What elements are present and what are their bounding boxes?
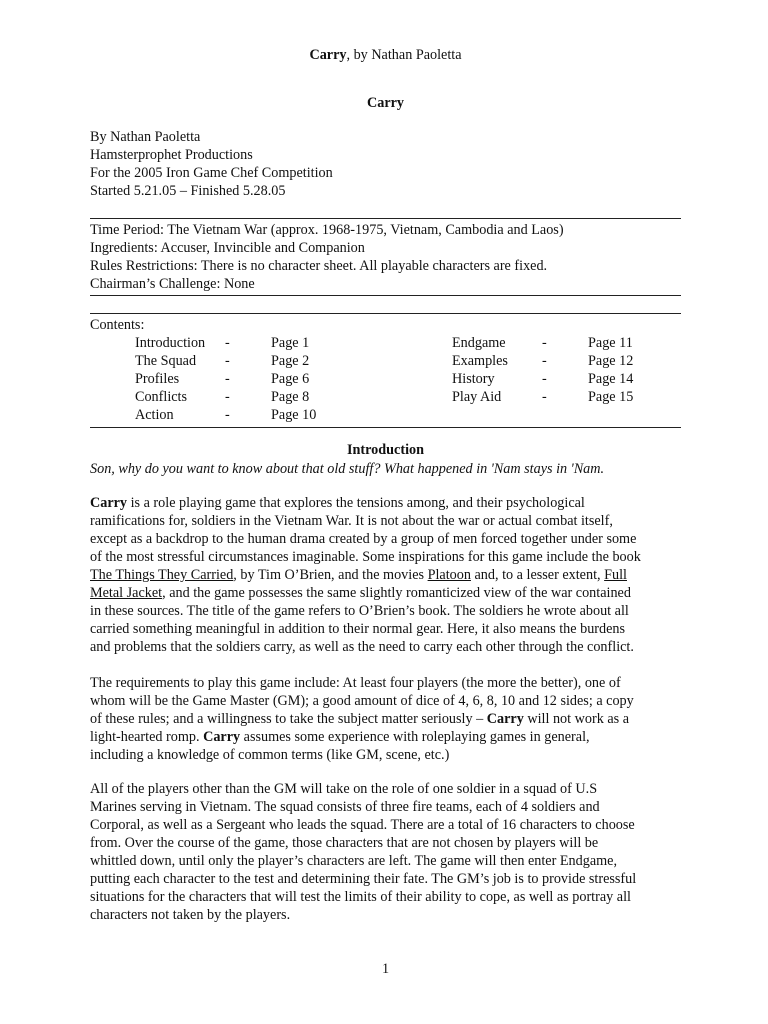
toc-entry-title: History [452, 371, 495, 387]
rules-challenge: Chairman’s Challenge: None [90, 276, 255, 292]
toc-entry-page: Page 11 [588, 335, 633, 351]
toc-entry-page: Page 1 [271, 335, 310, 351]
text-span: light-hearted romp. [90, 729, 204, 745]
toc-entry-title: Profiles [135, 371, 180, 387]
text-span: , and the game possesses the same slightly romanticized view of the war contained [162, 585, 631, 601]
movie-title-underlined: Full [604, 567, 627, 583]
game-name-bold: Carry [486, 711, 524, 727]
toc-entry-dash: - [225, 371, 230, 387]
text-line [90, 728, 690, 746]
rules-restrictions: Rules Restrictions: There is no character sheet. All playable characters are fixed. [90, 258, 548, 274]
text-span: assumes some experience with roleplaying games in general, [240, 729, 590, 745]
header-title-bold: Carry [309, 47, 347, 63]
contents-label: Contents: [90, 317, 145, 333]
movie-title-underlined: Platoon [427, 567, 471, 583]
toc-entry-dash: - [542, 371, 547, 387]
toc-row [90, 334, 681, 352]
toc-entry-dash: - [225, 407, 230, 423]
toc-entry-dash: - [542, 335, 547, 351]
text-span: and, to a lesser extent, [470, 567, 605, 583]
text-line: All of the players other than the GM will take on the role of one soldier in a squad of U.S [90, 781, 598, 797]
toc-row [90, 352, 681, 370]
toc-entry-page: Page 10 [271, 407, 317, 423]
toc-entry-title: Introduction [135, 335, 206, 351]
toc-entry-title: Play Aid [452, 389, 502, 405]
toc-entry-page: Page 12 [588, 353, 634, 369]
byline-dates: Started 5.21.05 – Finished 5.28.05 [90, 183, 286, 199]
toc-entry-dash: - [225, 353, 230, 369]
text-line: except as a backdrop to the human drama created by a group of men forced together under some [90, 531, 637, 547]
byline-block [90, 128, 333, 200]
text-line: including a knowledge of common terms (like GM, scene, etc.) [90, 747, 450, 763]
toc-entry-title: Action [135, 407, 174, 423]
text-line: situations for the characters that will test the limits of their ability to cope, as well as portray all [90, 889, 631, 905]
toc-entry-title: Examples [452, 353, 508, 369]
text-line [90, 566, 690, 584]
toc-entry-page: Page 6 [271, 371, 310, 387]
text-line: putting each character to the test and determining their fate. The GM’s job is to provide stressful [90, 871, 637, 887]
text-line: ramifications for, soldiers in the Vietnam War. It is not about the war or actual combat itself, [90, 513, 613, 529]
section-heading-introduction: Introduction [347, 442, 424, 458]
intro-paragraph-1 [90, 494, 690, 656]
toc-entry-page: Page 15 [588, 389, 634, 405]
toc-entry-page: Page 14 [588, 371, 634, 387]
rules-ingredients: Ingredients: Accuser, Invincible and Companion [90, 240, 365, 256]
competition-rules-box [90, 218, 681, 296]
text-line: from. Over the course of the game, those characters that are not chosen by players will be [90, 835, 599, 851]
text-line: in these sources. The title of the game refers to O’Brien’s book. The soldiers he wrote about all [90, 603, 629, 619]
text-span: , by Tim O’Brien, and the movies [233, 567, 428, 583]
text-line: whittled down, until only the player’s characters are left. The game will then enter Endgame, [90, 853, 617, 869]
text-line: Corporal, as well as a Sergeant who leads the squad. There are a total of 16 characters to choose [90, 817, 635, 833]
text-line: characters not taken by the players. [90, 907, 291, 923]
toc-row [90, 388, 681, 406]
page-number: 1 [381, 961, 390, 977]
text-span: of these rules; and a willingness to take the subject matter seriously – [90, 711, 487, 727]
text-line: of the most stressful circumstances imaginable. Some inspirations for this game include the book [90, 549, 641, 565]
movie-title-underlined: Metal Jacket [90, 585, 163, 601]
byline-publisher: Hamsterprophet Productions [90, 147, 253, 163]
text-line [90, 584, 690, 602]
text-line: Marines serving in Vietnam. The squad consists of three fire teams, each of 4 soldiers and [90, 799, 600, 815]
intro-paragraph-3 [90, 780, 690, 924]
toc-entry-page: Page 2 [271, 353, 310, 369]
intro-epigraph: Son, why do you want to know about that old stuff? What happened in 'Nam stays in 'Nam. [90, 461, 605, 477]
toc-entry-title: Endgame [452, 335, 506, 351]
toc-entry-dash: - [225, 335, 230, 351]
toc-entry-dash: - [225, 389, 230, 405]
text-line: whom will be the Game Master (GM); a good amount of dice of 4, 6, 8, 10 and 12 sides; a copy [90, 693, 634, 709]
game-name-bold: Carry [203, 729, 241, 745]
text-line: and problems that the soldiers carry, as well as the need to carry each other through the conflict. [90, 639, 634, 655]
text-span: will not work as a [523, 711, 630, 727]
text-span: is a role playing game that explores the tensions among, and their psychological [127, 495, 585, 511]
toc-entry-title: The Squad [135, 353, 197, 369]
table-of-contents [90, 313, 681, 428]
toc-entry-page: Page 8 [271, 389, 310, 405]
byline-competition: For the 2005 Iron Game Chef Competition [90, 165, 333, 181]
header-title-rest: , by Nathan Paoletta [346, 47, 462, 63]
byline-author: By Nathan Paoletta [90, 129, 201, 145]
rules-time-period: Time Period: The Vietnam War (approx. 1968-1975, Vietnam, Cambodia and Laos) [90, 222, 564, 238]
toc-entry-dash: - [542, 389, 547, 405]
game-name-bold: Carry [90, 495, 128, 511]
text-line: The requirements to play this game include: At least four players (the more the better), one of [90, 675, 621, 691]
toc-row [90, 370, 681, 388]
running-header [90, 46, 681, 64]
text-line [90, 494, 690, 512]
toc-entry-title: Conflicts [135, 389, 188, 405]
document-title: Carry [366, 95, 405, 111]
book-title-underlined: The Things They Carried [90, 567, 234, 583]
text-line: carried something meaningful in addition to their normal gear. Here, it also means the burdens [90, 621, 626, 637]
toc-row [90, 406, 681, 424]
toc-entry-dash: - [542, 353, 547, 369]
text-line [90, 710, 690, 728]
intro-paragraph-2 [90, 674, 690, 764]
